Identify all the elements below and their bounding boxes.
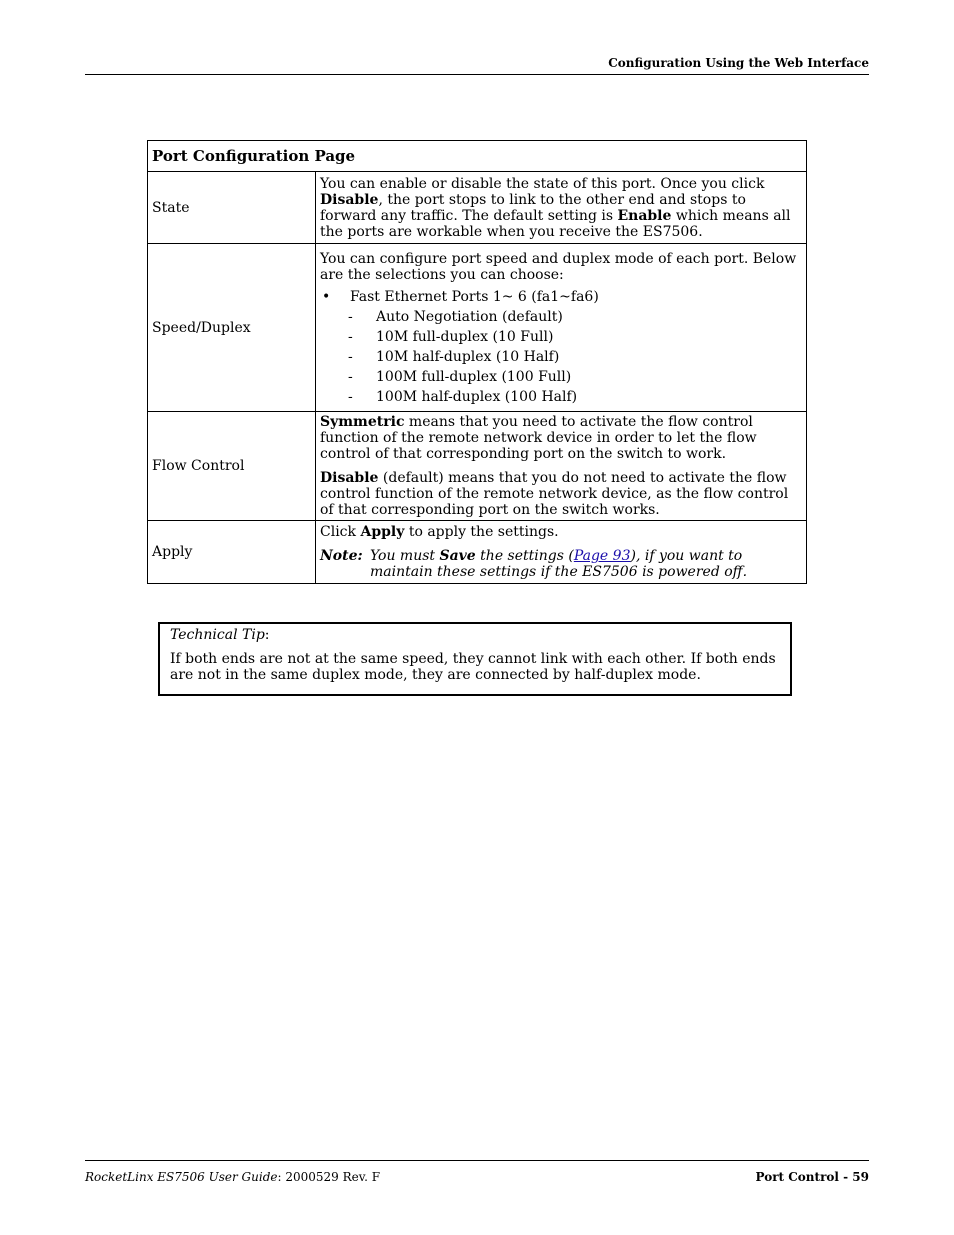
- table-row-state: [148, 172, 807, 244]
- page-link[interactable]: Page 93: [573, 548, 631, 564]
- row-label-state: State: [148, 172, 316, 244]
- bullet-item: [320, 289, 802, 305]
- running-header: Configuration Using the Web Interface: [608, 56, 869, 70]
- row-desc-apply: [316, 521, 807, 584]
- footer-rule: [85, 1160, 869, 1161]
- desc-text: You can enable or disable the state of this port. Once you click: [320, 175, 765, 192]
- row-label-flow-control: Flow Control: [148, 412, 316, 521]
- term-symmetric: Symmetric: [320, 414, 405, 430]
- technical-tip-box: [158, 622, 792, 696]
- desc-text: means that you need to activate the flow control function of the remote network device in order to let the flow control of that corresponding port on the switch to work.: [320, 414, 757, 462]
- table-title: Port Configuration Page: [148, 141, 807, 172]
- note-text-part: the settings (: [480, 548, 574, 564]
- list-item: - Auto Negotiation (default): [348, 308, 563, 325]
- desc-text: , the port stops to link to the other end and stops to forward any traffic. The default setting is: [320, 191, 746, 224]
- option-text: 10M half-duplex (10 Half): [376, 348, 560, 365]
- list-item: - 100M full-duplex (100 Full): [348, 368, 572, 385]
- term-enable: Enable: [617, 207, 672, 224]
- option-text: 10M full-duplex (10 Full): [376, 328, 554, 345]
- note-text-part: You must: [370, 548, 436, 564]
- row-desc-speed-duplex: [316, 244, 807, 412]
- term-apply: Apply: [360, 524, 405, 540]
- table-row-speed-duplex: [148, 244, 807, 412]
- desc-paragraph: [320, 414, 802, 462]
- row-label-speed-duplex: Speed/Duplex: [148, 244, 316, 412]
- footer-doc-title: RocketLinx ES7506 User Guide: [85, 1170, 278, 1184]
- tip-title: Technical Tip: [170, 627, 265, 643]
- table-row-flow-control: [148, 412, 807, 521]
- note-text: [370, 548, 802, 580]
- header-rule: [85, 74, 869, 75]
- term-disable: Disable: [320, 470, 379, 486]
- note-label: Note:: [320, 548, 363, 564]
- row-desc-flow-control: [316, 412, 807, 521]
- option-text: Auto Negotiation (default): [376, 308, 563, 325]
- list-item: - 100M half-duplex (100 Half): [348, 388, 578, 405]
- desc-text: to apply the settings.: [408, 524, 559, 540]
- desc-paragraph: [320, 470, 802, 518]
- tip-colon: :: [264, 627, 270, 643]
- bullet-text: Fast Ethernet Ports 1~ 6 (fa1~fa6): [350, 288, 599, 305]
- table-row-apply: [148, 521, 807, 584]
- footer-page-number: Port Control - 59: [755, 1170, 869, 1184]
- list-item: - 10M full-duplex (10 Full): [348, 328, 554, 345]
- desc-text: Click: [320, 524, 356, 540]
- list-item: - 10M half-duplex (10 Half): [348, 348, 560, 365]
- option-text: 100M half-duplex (100 Half): [376, 388, 578, 405]
- note-text-part: ), if you want to maintain these settings if the ES7506 is powered off.: [370, 548, 748, 580]
- desc-text: which means all the ports are workable when you receive the ES7506.: [320, 207, 791, 240]
- port-configuration-table: [147, 140, 807, 584]
- desc-text: (default) means that you do not need to activate the flow control function of the remote network device, as the flow control of that corresponding port on the switch works.: [320, 470, 789, 518]
- term-save: Save: [439, 548, 476, 564]
- row-label-apply: Apply: [148, 521, 316, 584]
- desc-paragraph: [320, 524, 802, 540]
- term-disable: Disable: [320, 191, 379, 208]
- footer-doc-info: [85, 1170, 380, 1184]
- footer-revision: : 2000529 Rev. F: [277, 1170, 381, 1184]
- option-text: 100M full-duplex (100 Full): [376, 368, 572, 385]
- bullet-icon: •: [322, 288, 331, 305]
- row-desc-state: [316, 172, 807, 244]
- desc-text: You can configure port speed and duplex mode of each port. Below are the selections you can choose:: [320, 250, 797, 283]
- tip-body: If both ends are not at the same speed, they cannot link with each other. If both ends are not in the same duplex mode, they are connected by half-duplex mode.: [170, 651, 776, 683]
- note: [320, 548, 802, 580]
